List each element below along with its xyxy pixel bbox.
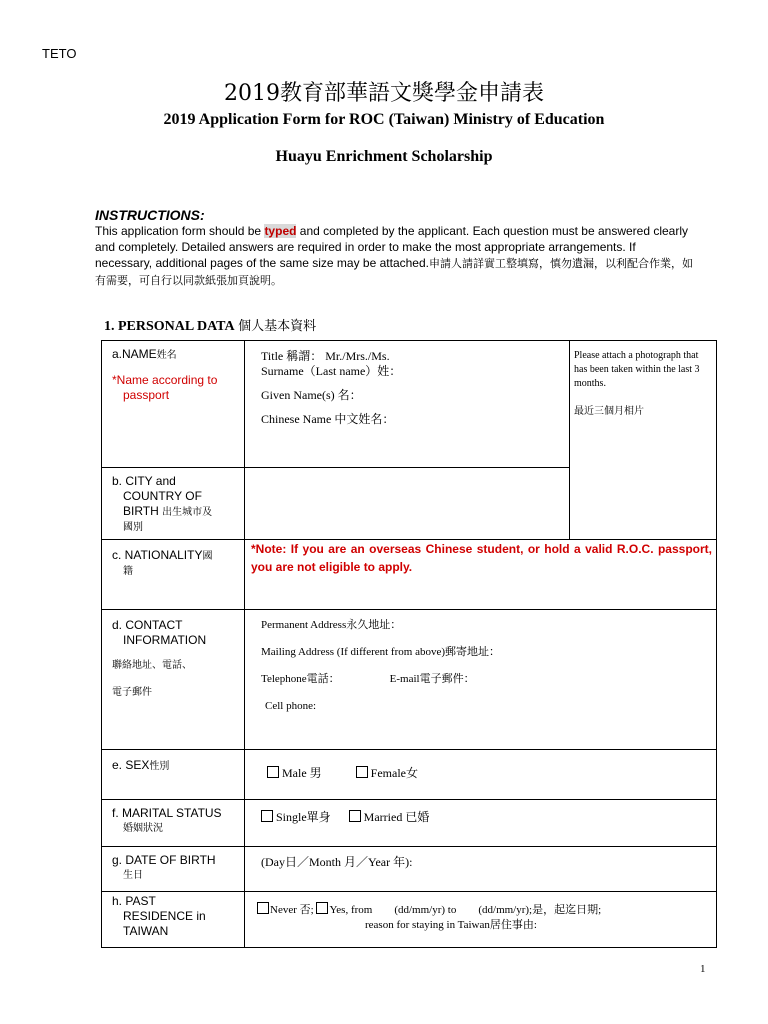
personal-data-table: [101, 340, 717, 948]
instructions-text-zh: 申請人請詳實工整填寫，慎勿遺漏，以利配合作業，如有需要，可自行以同款紙張加頁說明。: [95, 257, 693, 287]
dob-label-en: g. DATE OF BIRTH: [112, 853, 216, 867]
name-field-cell[interactable]: [245, 341, 570, 468]
name-passport-note-1: *Name according to: [112, 373, 218, 387]
marital-label-cell: [102, 800, 245, 847]
email-field[interactable]: E-mail電子郵件：: [389, 673, 475, 685]
never-option[interactable]: [257, 904, 314, 916]
org-label: TETO: [42, 46, 77, 61]
dob-field[interactable]: (Day日／Month 月／Year 年):: [245, 847, 717, 892]
residence-field-cell: [245, 892, 717, 948]
residence-label-1: h. PAST: [112, 894, 156, 908]
photo-instructions-zh: 最近三個月相片: [574, 406, 644, 417]
photo-instructions: Please attach a photograph that has been taken within the last 3 months.: [574, 350, 700, 389]
instructions-highlight: typed: [264, 224, 297, 238]
sex-field-cell: [245, 750, 717, 800]
birthplace-label-3-zh: 出生城市及: [162, 507, 213, 518]
birthplace-label-3: BIRTH: [123, 504, 159, 518]
birthplace-label-cell: [102, 468, 245, 540]
marital-label-zh: 婚姻狀況: [123, 823, 163, 834]
contact-label-zh1: 聯絡地址、電話、: [112, 660, 192, 671]
row-nationality: [102, 540, 717, 610]
nationality-label-zh1: 國: [202, 551, 213, 562]
yes-checkbox[interactable]: [316, 902, 328, 914]
page-number: 1: [700, 963, 706, 975]
section-title-zh: 個人基本資料: [238, 319, 317, 334]
instructions-heading: INSTRUCTIONS:: [95, 207, 205, 223]
residence-label-3: TAIWAN: [123, 924, 169, 938]
contact-label-cell: [102, 610, 245, 750]
residence-label-2: RESIDENCE in: [123, 909, 206, 923]
section-personal-data-title: [104, 315, 316, 335]
row-residence: [102, 892, 717, 948]
never-label: Never 否;: [270, 904, 314, 916]
instructions-text: [95, 223, 695, 289]
contact-label-zh2: 電子郵件: [112, 687, 152, 698]
title-english-line2: Huayu Enrichment Scholarship: [275, 148, 493, 165]
name-label-en: a.NAME: [112, 347, 157, 361]
sex-label-zh: 性別: [149, 761, 170, 772]
dob-label-cell: [102, 847, 245, 892]
name-passport-note-2: passport: [123, 388, 170, 402]
title-chinese: 2019教育部華語文獎學金申請表: [224, 81, 544, 106]
row-sex: [102, 750, 717, 800]
photo-cell[interactable]: [570, 341, 717, 540]
row-dob: [102, 847, 717, 892]
nationality-label-zh2: 籍: [123, 566, 133, 577]
name-label-cell: [102, 341, 245, 468]
title-field[interactable]: Title 稱謂： Mr./Mrs./Ms.: [261, 349, 390, 363]
nationality-field-cell[interactable]: [245, 540, 717, 610]
instructions-text-before: This application form should be: [95, 224, 265, 238]
female-option[interactable]: [356, 766, 418, 780]
married-checkbox[interactable]: [349, 810, 361, 822]
contact-label-1: d. CONTACT: [112, 618, 183, 632]
residence-label-cell: [102, 892, 245, 948]
male-label: Male 男: [282, 766, 322, 780]
title-english-line1: 2019 Application Form for ROC (Taiwan) Ministry of Education: [163, 111, 605, 128]
residence-reason-field[interactable]: reason for staying in Taiwan居住事由:: [365, 919, 537, 931]
married-option[interactable]: [349, 810, 430, 824]
telephone-field[interactable]: Telephone電話：: [261, 673, 340, 685]
birthplace-label-4-zh: 國別: [123, 522, 143, 533]
marital-label-en: f. MARITAL STATUS: [112, 806, 222, 820]
single-checkbox[interactable]: [261, 810, 273, 822]
name-label-zh: 姓名: [156, 350, 177, 361]
sex-label-cell: [102, 750, 245, 800]
dob-label-zh: 生日: [123, 870, 143, 881]
contact-field-cell[interactable]: [245, 610, 717, 750]
section-title-en: 1. PERSONAL DATA: [104, 319, 235, 334]
nationality-eligibility-note: *Note: If you are an overseas Chinese student, or hold a valid R.O.C. passport, you are not eligible to apply.: [251, 542, 712, 574]
marital-field-cell: [245, 800, 717, 847]
birthplace-field[interactable]: [245, 468, 570, 540]
yes-label: Yes, from (dd/mm/yr) to (dd/mm/yr);是，起迄日期;: [329, 904, 602, 916]
sex-label-en: e. SEX: [112, 758, 150, 772]
male-option[interactable]: [267, 766, 322, 780]
permanent-address-field[interactable]: Permanent Address永久地址：: [261, 619, 402, 631]
female-label: Female女: [370, 766, 418, 780]
contact-label-2: INFORMATION: [123, 633, 207, 647]
nationality-label-cell: [102, 540, 245, 610]
female-checkbox[interactable]: [356, 766, 368, 778]
birthplace-label-2: COUNTRY OF: [123, 489, 202, 503]
single-label: Single單身: [276, 810, 331, 824]
surname-field[interactable]: Surname（Last name）姓：: [261, 364, 402, 378]
birthplace-label-1: b. CITY and: [112, 474, 176, 488]
single-option[interactable]: [261, 810, 331, 824]
row-name: [102, 341, 717, 468]
nationality-label-en: c. NATIONALITY: [112, 548, 203, 562]
row-contact: [102, 610, 717, 750]
male-checkbox[interactable]: [267, 766, 279, 778]
row-marital: [102, 800, 717, 847]
instructions-text-after: and completed by the applicant. Each question must be answered clearly and completely. Detailed answers are required in order to make the most appropriate arrangements. If necessary, additional pages of the same size may be attached.: [95, 224, 689, 270]
cell-phone-field[interactable]: Cell phone:: [265, 700, 317, 712]
given-name-field[interactable]: Given Name(s) 名：: [261, 388, 362, 402]
married-label: Married 已婚: [363, 810, 430, 824]
mailing-address-field[interactable]: Mailing Address (If different from above)郵寄地址：: [261, 646, 500, 658]
yes-option[interactable]: [316, 904, 601, 916]
chinese-name-field[interactable]: Chinese Name 中文姓名：: [261, 412, 395, 426]
never-checkbox[interactable]: [257, 902, 269, 914]
